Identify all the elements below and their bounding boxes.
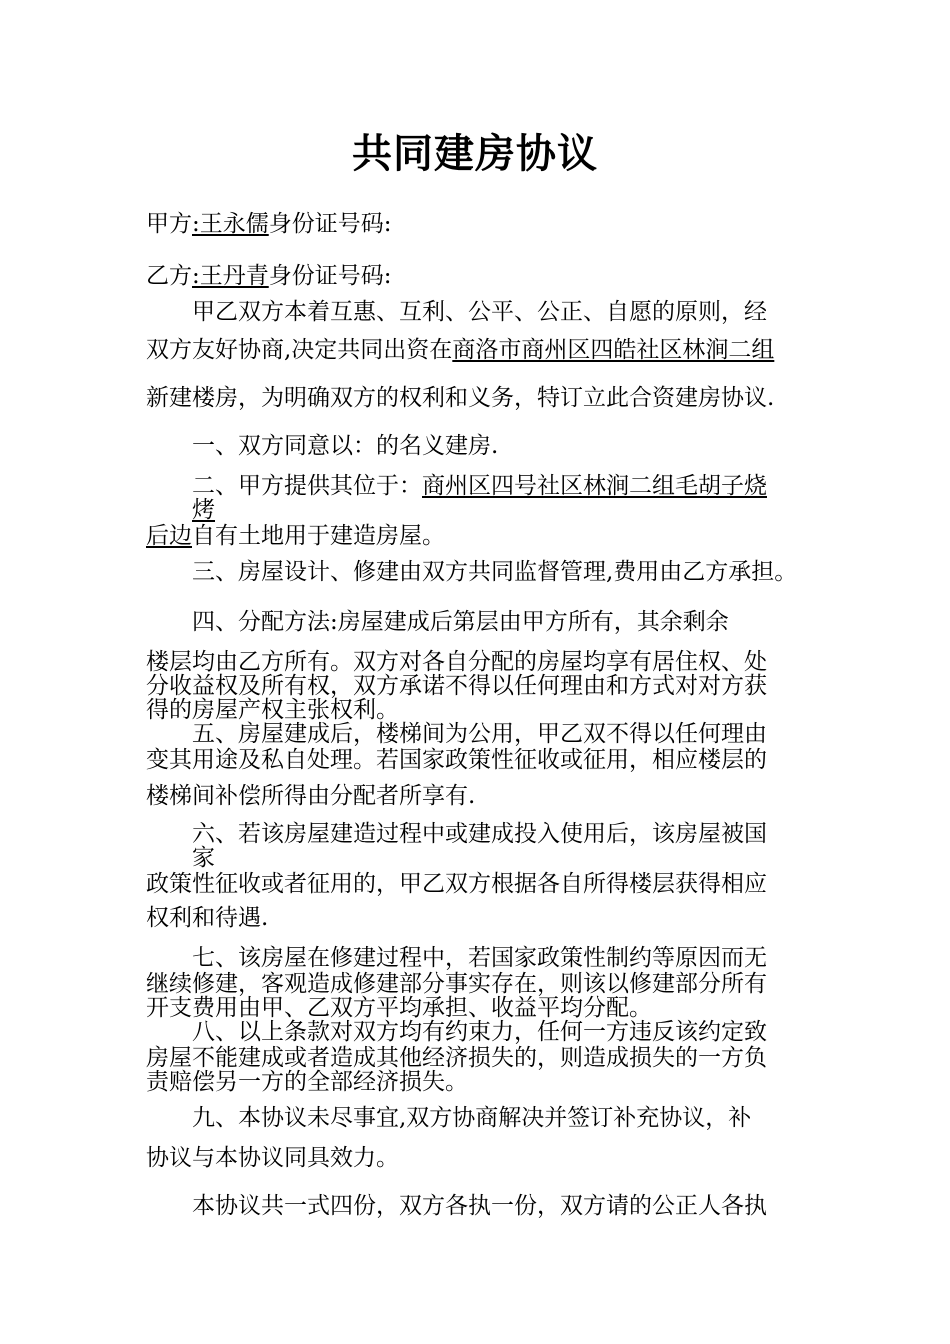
party-b-name: :王丹青 [192,263,269,289]
clause-7-line-3: 开支费用由甲、乙双方平均承担、收益平均分配。 [146,995,652,1021]
clause-1: 一、双方同意以：的名义建房. [192,433,499,459]
clause-9-line-2: 协议与本协议同具效力。 [146,1145,399,1171]
clause-8-line-1: 八、以上条款对双方均有约束力，任何一方违反该约定致 [192,1019,767,1045]
intro-line-2-prefix: 双方友好协商,决定共同出资在 [146,337,453,363]
clause-6-line-1: 六、若该房屋建造过程中或建成投入使用后，该房屋被国 [192,821,767,847]
clause-9-line-1: 九、本协议未尽事宜,双方协商解决并签订补充协议，补 [192,1105,752,1131]
clause-2-line-2 [146,522,445,550]
clause-2-wrap-char: 烤 [192,497,215,523]
clause-7-line-1: 七、该房屋在修建过程中，若国家政策性制约等原因而无 [192,945,767,971]
clause-4-line-2: 楼层均由乙方所有。双方对各自分配的房屋均享有居住权、处 [146,649,767,675]
clause-7-line-2: 继续修建，客观造成修建部分事实存在，则该以修建部分所有 [146,971,767,997]
party-a-label: 甲方 [146,211,192,237]
clause-2-line-1 [192,472,767,500]
closing-line-1: 本协议共一式四份，双方各执一份，双方请的公正人各执 [192,1193,767,1219]
clause-6-wrap: 家 [192,845,215,871]
clause-2-cont-rest: 自有土地用于建造房屋。 [192,523,445,549]
party-b-id-label: 身份证号码: [268,263,392,289]
clause-2-location: 商州区四号社区林涧二组毛胡子烧 [422,473,767,499]
clause-5-line-1: 五、房屋建成后，楼梯间为公用，甲乙双不得以任何理由 [192,721,767,747]
intro-line-3: 新建楼房，为明确双方的权利和义务，特订立此合资建房协议. [146,385,775,411]
party-b-label: 乙方 [146,263,192,289]
party-a-id-label: 身份证号码: [268,211,392,237]
clause-3: 三、房屋设计、修建由双方共同监督管理,费用由乙方承担。 [192,559,798,585]
party-a-name: :王永儒 [192,211,269,237]
clause-2-wrap [192,496,215,524]
clause-6-line-3: 权利和待遇. [146,905,269,931]
party-b-line [146,262,392,290]
intro-line-2 [146,336,774,364]
clause-8-line-3: 责赔偿另一方的全部经济损失。 [146,1069,468,1095]
clause-2-prefix: 二、甲方提供其位于： [192,473,422,499]
party-a-line [146,210,392,238]
intro-location: 商洛市商州区四皓社区林涧二组 [452,337,775,363]
clause-4-line-4: 得的房屋产权主张权利。 [146,697,399,723]
document-title: 共同建房协议 [352,131,598,177]
clause-5-line-3: 楼梯间补偿所得由分配者所享有. [146,783,476,809]
clause-6-line-2: 政策性征收或者征用的，甲乙双方根据各自所得楼层获得相应 [146,871,767,897]
clause-4-line-3: 分收益权及所有权，双方承诺不得以任何理由和方式对对方获 [146,673,767,699]
intro-line-1: 甲乙双方本着互惠、互利、公平、公正、自愿的原则，经 [192,299,767,325]
clause-8-line-2: 房屋不能建成或者造成其他经济损失的，则造成损失的一方负 [146,1045,767,1071]
clause-4-line-1: 四、分配方法:房屋建成后第层由甲方所有，其余剩余 [192,609,729,635]
clause-2-cont-underlined: 后边 [146,523,192,549]
clause-5-line-2: 变其用途及私自处理。若国家政策性征收或征用，相应楼层的 [146,747,767,773]
